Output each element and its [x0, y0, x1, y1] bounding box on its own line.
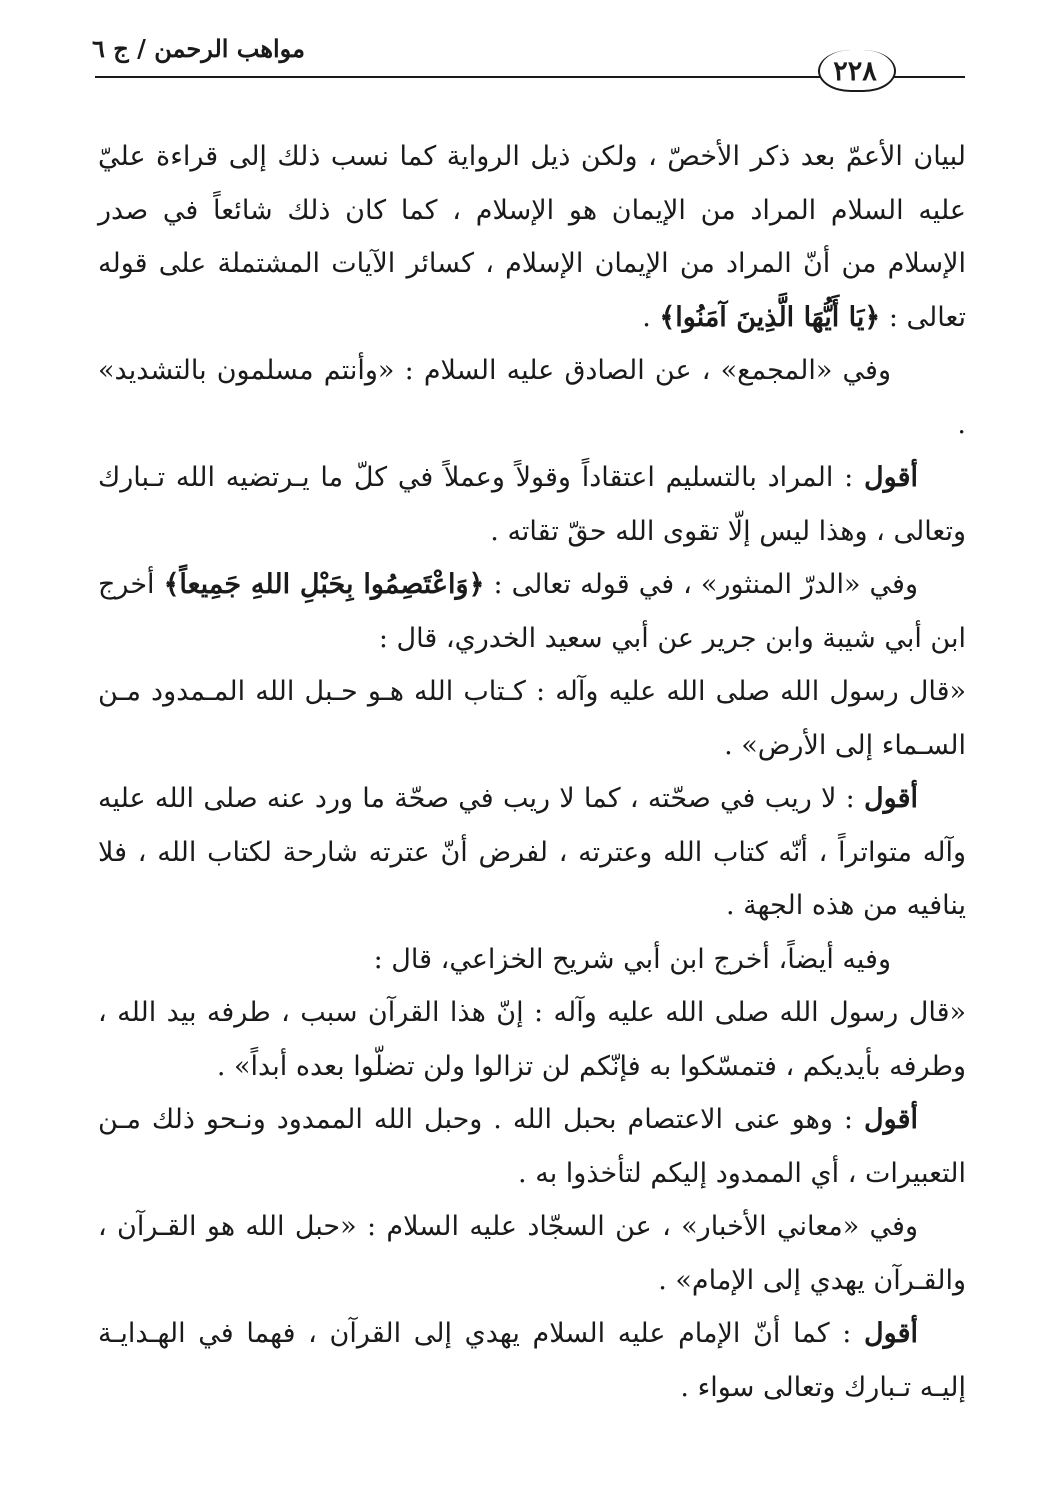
running-title: مواهب الرحمن / ج ٦ — [92, 34, 305, 63]
paragraph-text: : كما أنّ الإمام عليه السلام يهدي إلى القرآن ، فهما في الهـدايـة إليـه تـبارك وتعالى سواء . — [98, 1318, 966, 1403]
paragraph-lead: أقول — [864, 783, 918, 814]
paragraph-text: وفي «الدرّ المنثور» ، في قوله تعالى : — [484, 569, 918, 600]
paragraph — [98, 344, 966, 451]
paragraph-text: : وهو عنى الاعتصام بحبل الله . وحبل الله الممدود ونـحو ذلك مـن التعبيرات ، أي الممدود إليكم لتأخذوا به . — [98, 1104, 966, 1189]
paragraph-lead: أقول — [864, 1318, 919, 1349]
paragraph — [98, 933, 966, 987]
page-header — [0, 28, 1064, 98]
paragraph-text: : لا ريب في صحّته ، كما لا ريب في صحّة ما ورد عنه صلى الله عليه وآله متواتراً ، أنّه كتاب الله وعترته ، لفرض أنّ عترته شارحة لكتاب الله ، فلا ينافيه من هذه الجهة . — [98, 783, 966, 921]
page-body — [98, 130, 966, 1414]
paragraph-text: وفي «معاني الأخبار» ، عن السجّاد عليه السلام : «حبل الله هو القـرآن ، والقـرآن يهدي إلى الإمام» . — [98, 1211, 966, 1296]
paragraph — [98, 451, 966, 558]
paragraph — [98, 1307, 966, 1414]
paragraph — [98, 772, 966, 933]
paragraph — [98, 1093, 966, 1200]
quran-verse: ﴿وَاعْتَصِمُوا بِحَبْلِ اللهِ جَمِيعاً﴾ — [163, 569, 485, 600]
paragraph-text: : المراد بالتسليم اعتقاداً وقولاً وعملاً في كلّ ما يـرتضيه الله تـبارك وتعالى ، وهذا ليس إلّا تقوى الله حقّ تقاته . — [98, 462, 966, 547]
page-number: ٢٢٨ — [833, 56, 877, 87]
paragraph — [98, 665, 966, 772]
paragraph-text: وفي «المجمع» ، عن الصادق عليه السلام : «وأنتم مسلمون بالتشديد» . — [98, 355, 966, 440]
paragraph-text: «قال رسول الله صلى الله عليه وآله : إنّ هذا القرآن سبب ، طرفه بيد الله ، وطرفه بأيديكم ، فتمسّكوا به فإنّكم لن تزالوا ولن تضلّوا بعده أبداً» . — [98, 997, 966, 1082]
paragraph — [98, 130, 966, 344]
paragraph — [98, 986, 966, 1093]
paragraph-text: «قال رسول الله صلى الله عليه وآله : كـتاب الله هـو حـبل الله المـمدود مـن السـماء إلى الأرض» . — [98, 676, 966, 761]
paragraph-lead: أقول — [864, 1104, 918, 1135]
paragraph-tail: . — [642, 301, 660, 333]
paragraph-text: وفيه أيضاً، أخرج ابن أبي شريح الخزاعي، قال : — [373, 943, 891, 975]
paragraph — [98, 1200, 966, 1307]
paragraph-text: لبيان الأعمّ بعد ذكر الأخصّ ، ولكن ذيل الرواية كما نسب ذلك إلى قراءة عليّ عليه السلام المراد من الإيمان هو الإسلام ، كما كان ذلك شائعاً في صدر الإسلام من أنّ المراد من الإيمان الإسلام ، كسائر الآيات المشتملة على قوله تعالى : — [98, 141, 966, 333]
paragraph — [98, 558, 966, 665]
paragraph-lead: أقول — [864, 462, 918, 493]
quran-verse: ﴿يَا أَيُّهَا الَّذِينَ آمَنُوا﴾ — [659, 301, 881, 333]
paragraph-tail: أخرج ابن أبي شيبة وابن جرير عن أبي سعيد الخدري، قال : — [98, 569, 966, 654]
